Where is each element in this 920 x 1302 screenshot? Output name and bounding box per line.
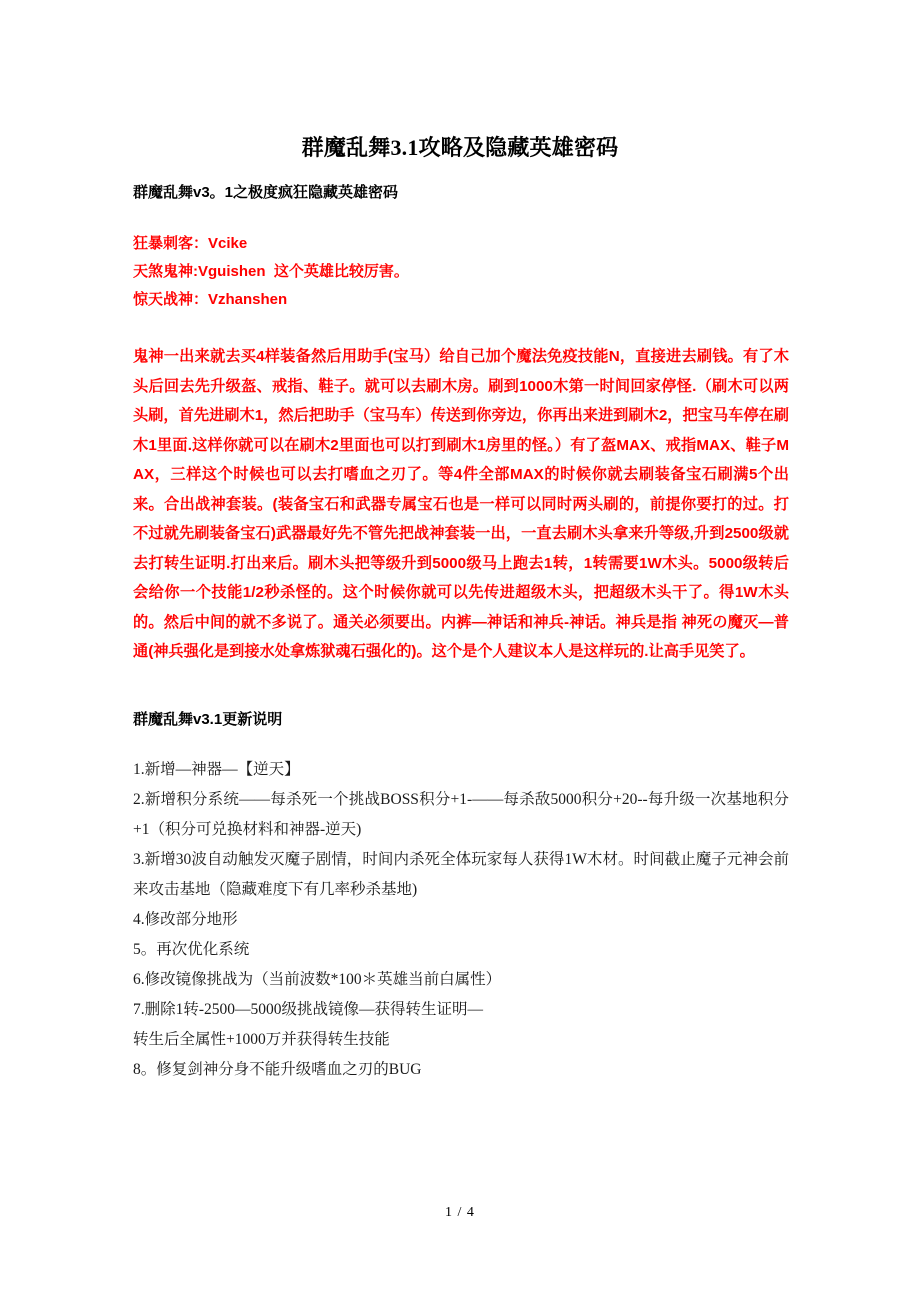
document-subtitle: 群魔乱舞v3。1之极度疯狂隐藏英雄密码	[133, 184, 399, 201]
document-body	[133, 180, 789, 1085]
page-number-indicator: 1 / 4	[445, 1205, 475, 1220]
list-item: 4.修改部分地形	[133, 910, 238, 928]
list-item: 1.新增—神器—【逆天】	[133, 760, 300, 778]
list-item: 8。修复剑神分身不能升级嗜血之刃的BUG	[133, 1060, 422, 1078]
list-item: 7.删除1转-2500—5000级挑战镜像—获得转生证明—	[133, 1000, 484, 1018]
list-item: 2.新增积分系统——每杀死一个挑战BOSS积分+1-——每杀敌5000积分+20--每升级一次基地积分+1（积分可兑换材料和神器-逆天)	[133, 790, 789, 838]
hero-code-line: 惊天战神：Vzhanshen	[133, 291, 288, 308]
hero-code-line: 狂暴刺客：Vcike	[133, 235, 248, 252]
list-item: 转生后全属性+1000万并获得转生技能	[133, 1030, 390, 1048]
hero-code-line: 天煞鬼神:Vguishen 这个英雄比较厉害。	[133, 263, 409, 280]
page-title: 群魔乱舞3.1攻略及隐藏英雄密码	[301, 134, 619, 160]
list-item: 5。再次优化系统	[133, 940, 250, 958]
list-item: 3.新增30波自动触发灭魔子剧情，时间内杀死全体玩家每人获得1W木材。时间截止魔子元神会前来攻击基地（隐藏难度下有几率秒杀基地)	[133, 850, 789, 898]
hero-code-list	[133, 230, 789, 314]
strategy-paragraph: 鬼神一出来就去买4样装备然后用助手(宝马）给自己加个魔法免疫技能N，直接进去刷钱。有了木头后回去先升级盔、戒指、鞋子。就可以去刷木房。刷到1000木第一时间回家停怪.（刷木可以两头刷，首先进刷木1，然后把助手（宝马车）传送到你旁边，你再出来进到刷木2，把宝马车停在刷木1里面.这样你就可以在刷木2里面也可以打到刷木1房里的怪。）有了盔MAX、戒指MAX、鞋子MAX，三样这个时候也可以去打嗜血之刃了。等4件全部MAX的时候你就去刷装备宝石刷满5个出来。合出战神套装。(装备宝石和武器专属宝石也是一样可以同时两头刷的，前提你要打的过。打不过就先刷装备宝石)武器最好先不管先把战神套装一出，一直去刷木头拿来升等级,升到2500级就去打转生证明.打出来后。刷木头把等级升到5000级马上跑去1转，1转需要1W木头。5000级转后会给你一个技能1/2秒杀怪的。这个时候你就可以先传进超级木头，把超级木头干了。得1W木头的。然后中间的就不多说了。通关必须要出。内裤—神话和神兵-神话。神兵是指 神死の魔灭—普通(神兵强化是到接水处拿炼狱魂石强化的)。这个是个人建议本人是这样玩的.让高手见笑了。	[133, 348, 789, 660]
update-notes-heading: 群魔乱舞v3.1更新说明	[133, 710, 283, 728]
update-notes-list	[133, 755, 789, 1085]
list-item: 6.修改镜像挑战为（当前波数*100＊英雄当前白属性）	[133, 970, 502, 988]
